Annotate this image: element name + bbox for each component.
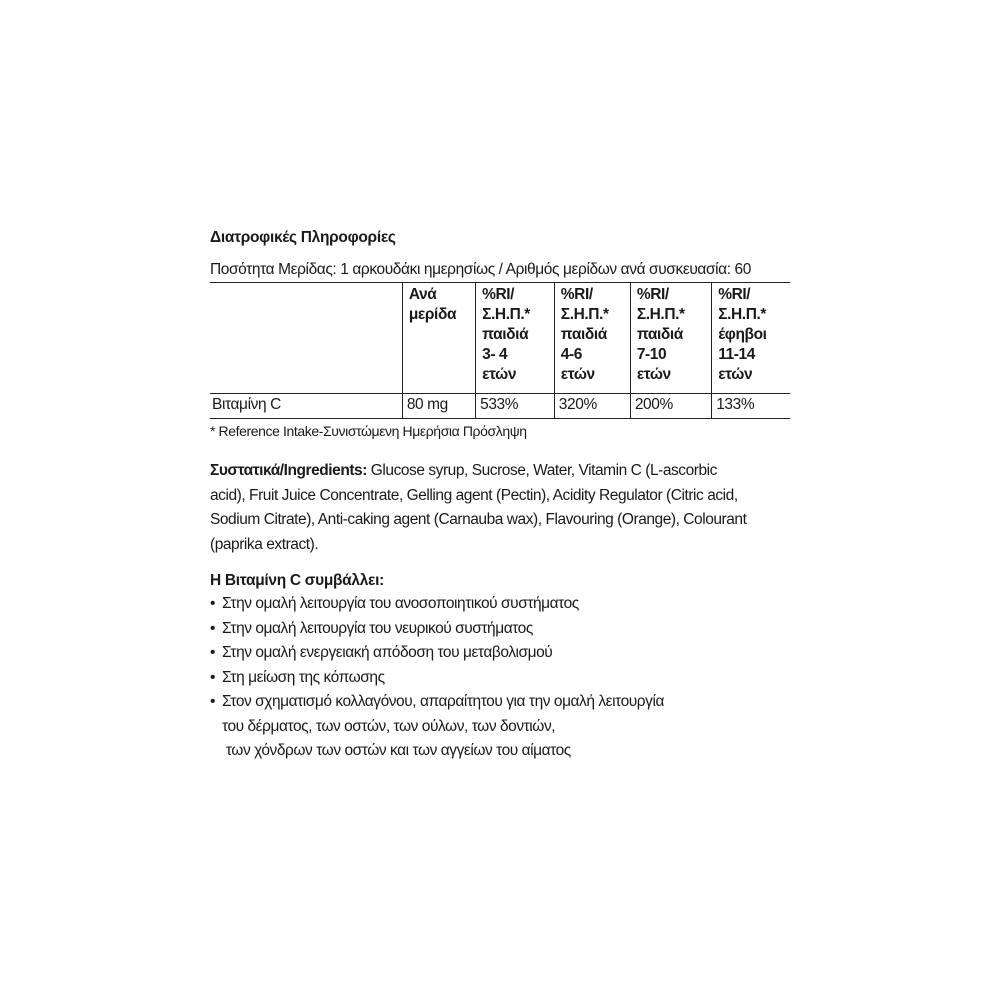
ingredients-label: Συστατικά/Ingredients:	[210, 462, 367, 479]
list-item: • Στην ομαλή ενεργειακή απόδοση του μεταβολισμού	[210, 641, 790, 666]
ingredients-paragraph	[210, 459, 800, 557]
header-cell-ri-3-4: %RI/ Σ.Η.Π.* παιδιά 3- 4 ετών	[476, 283, 555, 394]
list-item: • Στη μείωση της κόπωσης	[210, 666, 790, 691]
header-cell-ri-7-10: %RI/ Σ.Η.Π.* παιδιά 7-10 ετών	[630, 283, 711, 394]
list-item: • Στην ομαλή λειτουργία του ανοσοποιητικού συστήματος	[210, 592, 790, 617]
ingredients-line: Συστατικά/Ingredients: Glucose syrup, Sucrose, Water, Vitamin C (L-ascorbic	[210, 462, 717, 479]
claims-list	[210, 592, 790, 764]
bullet-icon: •	[210, 595, 215, 612]
nutrition-title: Διατροφικές Πληροφορίες	[210, 229, 396, 246]
ingredients-line: acid), Fruit Juice Concentrate, Gelling agent (Pectin), Acidity Regulator (Citric acid,	[210, 486, 738, 504]
table-cell-ri-11-14: 133%	[712, 394, 790, 419]
table-cell-ri-4-6: 320%	[554, 394, 630, 419]
nutrition-label	[210, 228, 790, 764]
bullet-icon: •	[210, 619, 215, 637]
serving-size: Ποσότητα Μερίδας: 1 αρκουδάκι ημερησίως / Αριθμός μερίδων ανά συσκευασία: 60	[210, 261, 751, 278]
header-cell-per-serving: Ανά μερίδα	[402, 283, 475, 394]
ingredients-line: (paprika extract).	[210, 535, 319, 553]
table-header-row	[210, 283, 790, 394]
ingredients-line: Sodium Citrate), Anti-caking agent (Carnauba wax), Flavouring (Orange), Colourant	[210, 511, 747, 528]
bullet-icon: •	[210, 644, 215, 661]
bullet-icon: •	[210, 668, 215, 686]
list-item: • Στον σχηματισμό κολλαγόνου, απαραίτητου για την ομαλή λειτουργία του δέρματος, των οστών, των ούλων, των δοντιών, των χόνδρων των οστών και των αγγείων του αίματος	[210, 690, 790, 764]
reference-intake-note: * Reference Intake-Συνιστώμενη Ημερήσια Πρόσληψη	[210, 423, 527, 439]
list-item: • Στην ομαλή λειτουργία του νευρικού συστήματος	[210, 617, 790, 642]
table-row	[210, 394, 790, 419]
claims-title: Η Βιταμίνη C συμβάλλει:	[210, 572, 384, 589]
bullet-icon: •	[210, 693, 215, 710]
table-cell-per-serving: 80 mg	[402, 394, 475, 419]
header-cell-ri-4-6: %RI/ Σ.Η.Π.* παιδιά 4-6 ετών	[554, 283, 630, 394]
header-cell-ri-11-14: %RI/ Σ.Η.Π.* έφηβοι 11-14 ετών	[712, 283, 790, 394]
table-cell-nutrient: Βιταμίνη C	[210, 394, 402, 419]
table-cell-ri-7-10: 200%	[630, 394, 711, 419]
header-cell-nutrient	[210, 283, 402, 394]
table-cell-ri-3-4: 533%	[476, 394, 555, 419]
nutrition-table	[210, 282, 790, 419]
